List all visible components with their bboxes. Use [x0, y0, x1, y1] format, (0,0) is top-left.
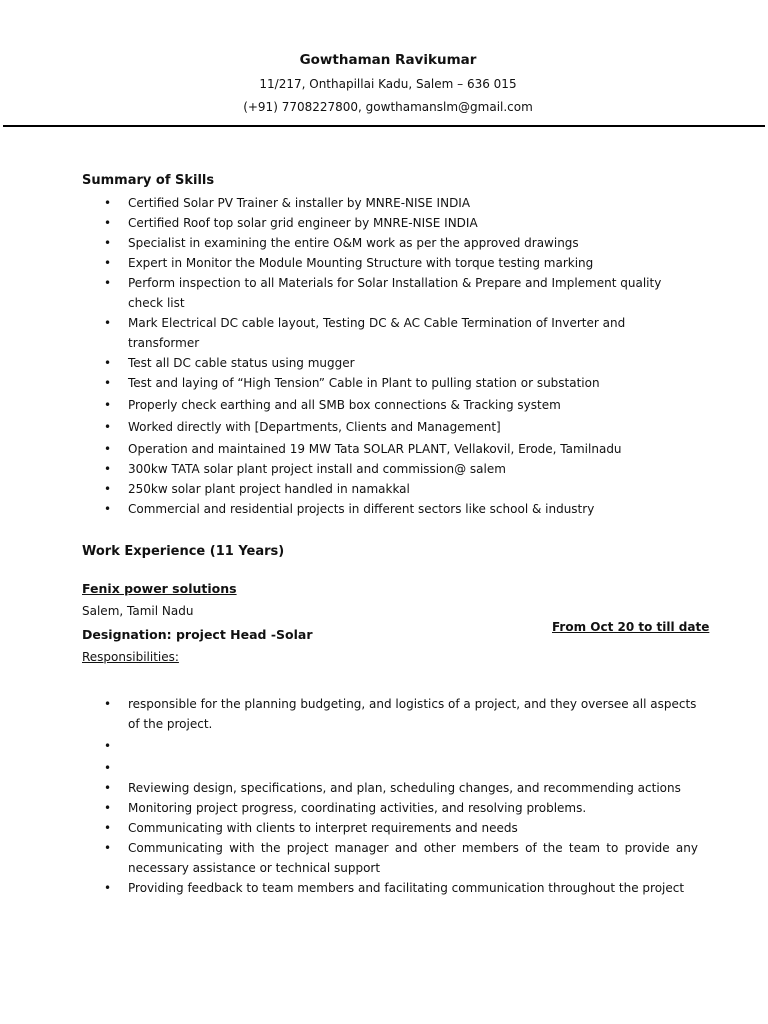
list-item: • Providing feedback to team members and facilitating communication throughout the project — [82, 878, 698, 898]
list-item: • Mark Electrical DC cable layout, Testing DC & AC Cable Termination of Inverter and transformer — [82, 313, 698, 353]
list-item: • Certified Roof top solar grid engineer by MNRE-NISE INDIA — [82, 213, 698, 233]
skills-list — [82, 193, 698, 519]
skills-section-title: Summary of Skills — [82, 173, 215, 188]
list-item — [82, 758, 698, 778]
header-divider — [3, 125, 765, 127]
list-item: • Communicating with clients to interpret requirements and needs — [82, 818, 698, 838]
list-item: • Reviewing design, specifications, and plan, scheduling changes, and recommending actions — [82, 778, 698, 798]
list-item: • Specialist in examining the entire O&M work as per the approved drawings — [82, 233, 698, 253]
list-item: • Perform inspection to all Materials for Solar Installation & Prepare and Implement quality check list — [82, 273, 698, 313]
list-item: • Test and laying of “High Tension” Cable in Plant to pulling station or substation — [82, 373, 698, 393]
list-item: • Operation and maintained 19 MW Tata SOLAR PLANT, Vellakovil, Erode, Tamilnadu — [82, 439, 698, 459]
work-section-title: Work Experience (11 Years) — [82, 544, 285, 559]
candidate-address: 11/217, Onthapillai Kadu, Salem – 636 015 — [259, 77, 517, 91]
list-item: • 250kw solar plant project handled in namakkal — [82, 479, 698, 499]
responsibilities-list — [82, 694, 698, 898]
company-name: Fenix power solutions — [82, 581, 237, 596]
job-designation: Designation: project Head -Solar — [82, 627, 313, 642]
candidate-name: Gowthaman Ravikumar — [299, 52, 477, 68]
list-item: • Expert in Monitor the Module Mounting Structure with torque testing marking — [82, 253, 698, 273]
candidate-contact: (+91) 7708227800, gowthamanslm@gmail.com — [243, 100, 533, 114]
list-item — [82, 736, 698, 756]
list-item: • Worked directly with [Departments, Clients and Management] — [82, 417, 698, 437]
responsibilities-label: Responsibilities: — [82, 650, 179, 664]
list-item: • Commercial and residential projects in different sectors like school & industry — [82, 499, 698, 519]
list-item: • Test all DC cable status using mugger — [82, 353, 698, 373]
list-item: • Communicating with the project manager and other members of the team to provide any necessary assistance or technical support — [82, 838, 698, 878]
list-item: • 300kw TATA solar plant project install and commission@ salem — [82, 459, 698, 479]
list-item: • responsible for the planning budgeting, and logistics of a project, and they oversee all aspects of the project. — [82, 694, 698, 734]
list-item: • Properly check earthing and all SMB box connections & Tracking system — [82, 395, 698, 415]
company-location: Salem, Tamil Nadu — [82, 604, 194, 618]
list-item: • Monitoring project progress, coordinating activities, and resolving problems. — [82, 798, 698, 818]
employment-date-range: From Oct 20 to till date — [552, 620, 710, 634]
list-item: • Certified Solar PV Trainer & installer by MNRE-NISE INDIA — [82, 193, 698, 213]
